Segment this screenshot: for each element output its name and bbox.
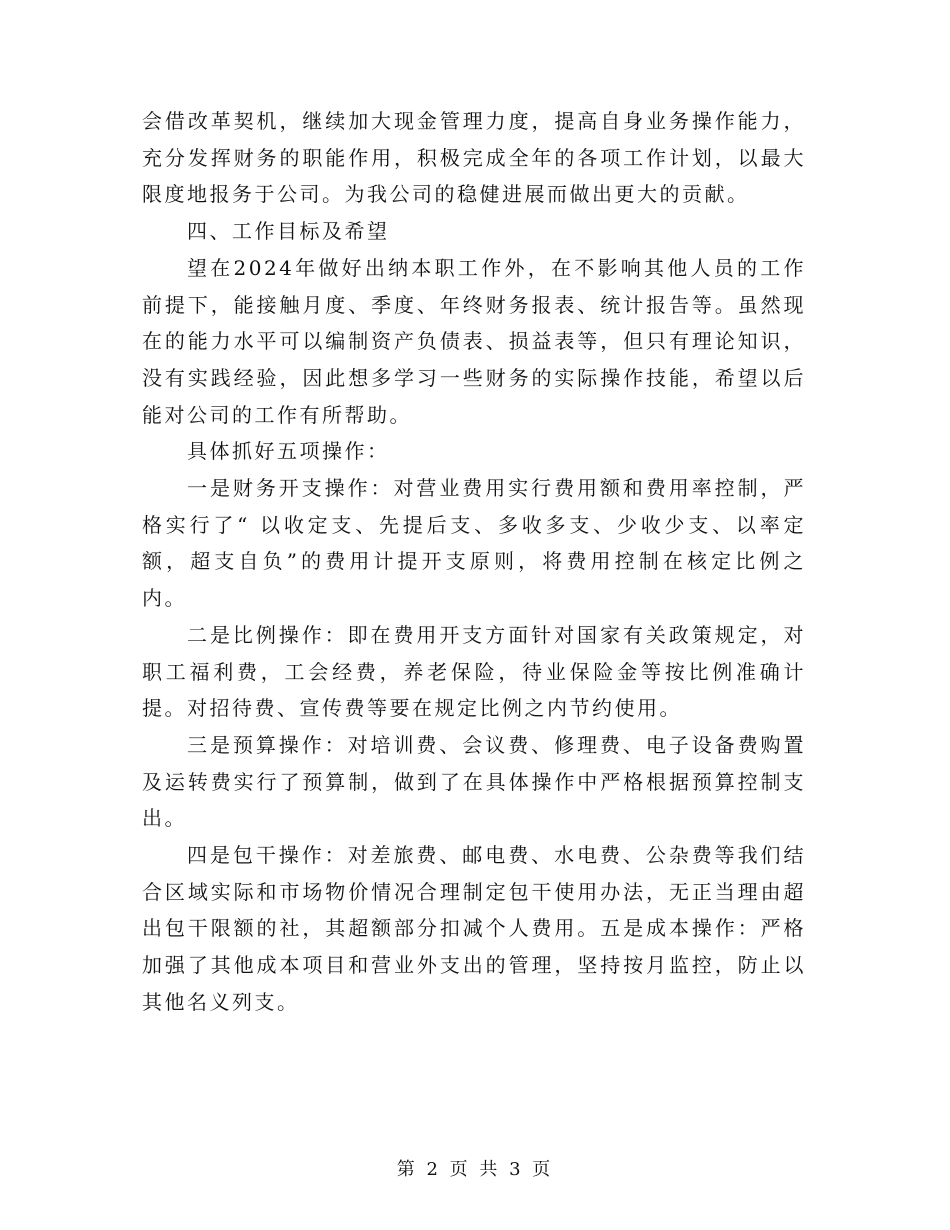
paragraph-1: 会借改革契机，继续加大现金管理力度，提高自身业务操作能力，充分发挥财务的职能作用，积极完成全年的各项工作计划，以最大限度地报务于公司。为我公司的稳健进展而做出更大的贡献。 bbox=[142, 109, 806, 207]
list-intro: 具体抓好五项操作： bbox=[187, 439, 390, 464]
page-number: 第 2 页 共 3 页 bbox=[396, 1159, 554, 1180]
list-item-4: 四是包干操作：对差旅费、邮电费、水电费、公杂费等我们结合区域实际和市场物价情况合理制定包干使用办法，无正当理由超出包干限额的社，其超额部分扣减个人费用。五是成本操作：严格加强了其他成本项目和营业外支出的管理，坚持按月监控，防止以其他名义列支。 bbox=[142, 843, 806, 1014]
list-item-3: 三是预算操作：对培训费、会议费、修理费、电子设备费购置及运转费实行了预算制，做到了在具体操作中严格根据预算控制支出。 bbox=[142, 732, 806, 831]
paragraph-2: 望在2024年做好出纳本职工作外，在不影响其他人员的工作前提下，能接触月度、季度、年终财务报表、统计报告等。虽然现在的能力水平可以编制资产负债表、损益表等，但只有理论知识，没有实践经验，因此想多学习一些财务的实际操作技能，希望以后能对公司的工作有所帮助。 bbox=[142, 255, 806, 427]
list-item-1: 一是财务开支操作：对营业费用实行费用额和费用率控制，严格实行了“ 以收定支、先提后支、多收多支、少收少支、以率定额，超支自负”的费用计提开支原则，将费用控制在核定比例之内。 bbox=[142, 476, 806, 611]
list-item-2: 二是比例操作：即在费用开支方面针对国家有关政策规定，对职工福利费，工会经费，养老保险，待业保险金等按比例准确计提。对招待费、宣传费等要在规定比例之内节约使用。 bbox=[142, 622, 806, 721]
document-body bbox=[142, 103, 806, 1021]
section-heading: 四、工作目标及希望 bbox=[187, 219, 390, 244]
